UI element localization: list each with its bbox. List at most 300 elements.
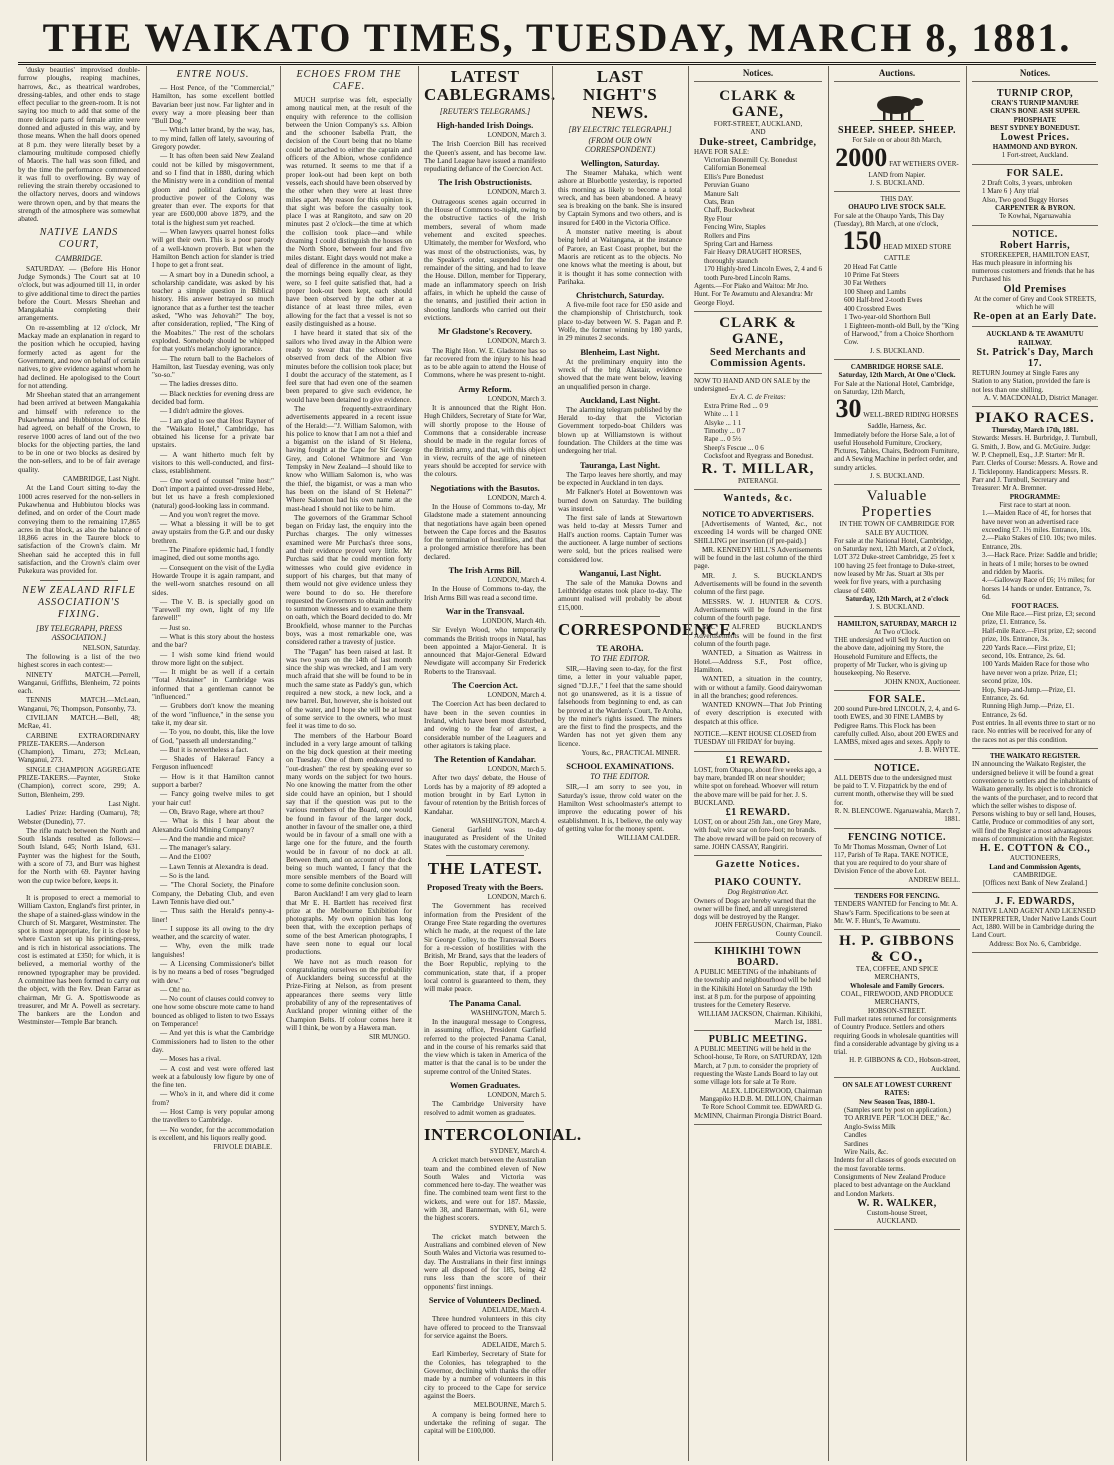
entre-nous-item: — It has often been said New Zealand could not be killed by misgovernment, and so I find that in 1880, during which the Ministry were in a condition of mental gloom and political darkness, the productive power of the Colony was greater than ever. The exports for that year are £600,000 above 1879, and the total is the highest sum yet reached. bbox=[152, 152, 274, 227]
list-item: Extra Prime Red ... 0 9 bbox=[704, 401, 769, 410]
entre-nous-list bbox=[152, 84, 274, 1142]
notices-header: Notices. bbox=[972, 66, 1098, 82]
wanted-item: WANTED, a Situation as Waitress in Hotel.—Address S.F., Post office, Hamilton. bbox=[694, 649, 822, 674]
dateline: SYDNEY, March 4. bbox=[489, 1146, 546, 1155]
list-item: 1 Two-year-old Shorthorn Bull bbox=[844, 313, 931, 322]
advertiser-name: H. P. GIBBONS & CO., bbox=[839, 933, 955, 966]
notice-to-advertisers: NOTICE TO ADVERTISERS. bbox=[702, 508, 814, 519]
story-subheading: High-handed Irish Doings. bbox=[436, 120, 534, 130]
reward-ad bbox=[694, 752, 822, 857]
byline: [REUTER'S TELEGRAMS.] bbox=[439, 107, 531, 116]
ad-subtitle: Land and Commission Agents, bbox=[989, 862, 1081, 871]
list-item: 400 Crossbred Ewes bbox=[844, 304, 902, 313]
notices-header: Notices. bbox=[694, 66, 822, 82]
dateline: SYDNEY, March 5. bbox=[489, 1223, 546, 1232]
story-paragraph: Mr Falkner's Hotel at Bowentown was burned down on Saturday. The building was insured. bbox=[558, 488, 682, 513]
ad-text: LOST, on or about 25th Jan., one Grey Mare, with foal; wire scar on fore-foot; no brands. The above reward will be paid on recovery of same. JOHN CASSAY, Rangiriri. bbox=[694, 818, 822, 851]
entre-nous-item: — And yet this is what the Cambridge Commissioners had to listen to the other day. bbox=[152, 1029, 274, 1054]
auctioneer: J. S. BUCKLAND. bbox=[869, 603, 925, 612]
ad-text: At the corner of Grey and Cook STREETS, which he will bbox=[973, 294, 1097, 312]
column-rule bbox=[688, 66, 689, 1461]
entre-nous-item: — What is this story about the hostess and the bar? bbox=[152, 633, 274, 650]
cattle-count: 150 bbox=[842, 226, 882, 256]
school-letter: SIR,—I am sorry to see you, in Saturday's issue, throw cold water on the Hamilton West schoolmaster's attempt to improve the educating power of his establishment. It is, I believe, the only way of getting value for the money spent. bbox=[558, 783, 682, 833]
entre-nous-item: — But it is nevertheless a fact. bbox=[160, 745, 249, 754]
story-subheading: War in the Transvaal. bbox=[445, 605, 525, 616]
list-item: Candles bbox=[844, 1131, 867, 1140]
address: Address: Box No. 6, Cambridge. bbox=[989, 939, 1081, 948]
entre-nous-item: — Lawn Tennis at Alexandra is dead. bbox=[160, 862, 269, 871]
product: CRAN'S TURNIP MANURE bbox=[991, 99, 1079, 107]
list-item: Timothy ... 0 7 bbox=[704, 426, 746, 435]
public-meeting-ad bbox=[694, 1031, 822, 1125]
dateline: WASHINGTON, March 5. bbox=[470, 1008, 546, 1017]
entre-nous-item: — The manager's salary. bbox=[160, 844, 231, 853]
story-paragraph: Earl Kimberley, Secretary of State for the Colonies, has telegraphed to the Governor, declining with thanks the offer made by a number of volunteers in this city to proceed to the Cape for service against the Boers. bbox=[424, 1350, 546, 1400]
story-paragraph: In the House of Commons to-day, Mr Gladstone made a statement announcing that negotiations have again been opened between the Cape forces and the Basutos for the termination of hostilities, and that a prolonged armistice therefore has been declared. bbox=[424, 502, 546, 561]
dateline: ADELAIDE, March 4. bbox=[481, 1305, 546, 1314]
ad-title: £1 REWARD. bbox=[725, 754, 791, 766]
story-subheading: The Coercion Act. bbox=[452, 680, 518, 691]
ad-subtitle: FOOT RACES. bbox=[1011, 601, 1059, 610]
entre-nous-item: — One word of counsel "mine host:" Don't import a painted over-dressed Hebe, but let us have a fresh complexioned (natural) good-looking lass in command. bbox=[152, 476, 274, 510]
list-item: Fair Heavy DRAUGHT HORSES, thoroughly staunch bbox=[704, 248, 802, 265]
entre-nous-item: — The return ball to the Bachelors of Hamilton, last Tuesday evening, was only "so-so." bbox=[152, 354, 274, 380]
echoes-paragraph: I have heard it stated that six of the sailors who lived away in the Albion were ready to swear that the schooner was observed from deck of the Albion five minutes before the collision took place; but I doubt the accuracy of the statement, as I feel sure that had even one of the seamen been prepared to give such evidence, he would have been detained to give evidence. bbox=[286, 329, 412, 404]
native-lands-court-heading: NATIVE LANDS COURT, bbox=[39, 226, 119, 250]
ad-subtitle: COAL, FIREWOOD, AND PRODUCE MERCHANTS, bbox=[840, 990, 954, 1007]
echoes-paragraph: We have not as much reason for congratulating ourselves on the probability of Aucklanders being successful at the Prize-Firing at Nelson, as from present appearances there seems very little probability of any of the representatives of Auckland proper winning either of the Champion Belts. If colour comes here it will I think, be won by a Hawera man. bbox=[286, 957, 412, 1032]
ad-text: THE undersigned will Sell by Auction on the above date, adjoining my Store, the Household Furniture and Effects, the property of Mr Tucker, who is giving up housekeeping. No Reserve. bbox=[834, 636, 951, 678]
list-item: Running High Jump.—Prize, £1. Entrance, 2s 6d. bbox=[982, 702, 1075, 719]
ad-title: SHEEP. SHEEP. SHEEP. bbox=[837, 125, 957, 137]
ad-text: 200 sound Pure-bred LINCOLN, 2, 4, and 6-tooth EWES, and 30 FINE LAMBS by Pedigree Rams. This Flock has been carefully culled. Also, about 200 EWES and LAMBS, mixed ages and sexes. Apply to bbox=[834, 704, 960, 747]
advertiser-name: CLARK & GANE, bbox=[719, 88, 797, 120]
story-paragraph: The alarming telegram published by the Herald to-day that the Victorian Government torpedo-boat Childers was blown up at Williamstown is without foundation. The Childers at the time was undergoing her trial. bbox=[558, 405, 682, 456]
kihikihi-ad bbox=[694, 943, 822, 1031]
story-subheading: Auckland, Last Night. bbox=[579, 394, 661, 405]
list-item: 1.—Maiden Race of 4£, for horses that have never won an advertised race exceeding £7. 1½ miles. Entrance, 10s. bbox=[982, 509, 1092, 534]
story-paragraph: The sale of the Manuka Downs and Leithbridge estates took place to-day. The amount realised will probably be about £15,000. bbox=[558, 578, 682, 612]
list-item: One Mile Race.—First prize, £3; second prize, £1. Entrance, 5s. bbox=[982, 609, 1096, 627]
story-paragraph: At the preliminary enquiry into the wreck of the brig Alastair, evidence showed that the mate went below, leaving an unqualified person in charge. bbox=[558, 357, 682, 391]
entre-nous-item: — Fancy going twelve miles to get your hair cut! bbox=[152, 790, 274, 807]
list-item: 220 Yards Race.—First prize, £1; second, 10s. Entrance, 2s. 6d. bbox=[982, 643, 1076, 660]
divider bbox=[446, 1121, 524, 1122]
ad-text: ALL DEBTS due to the undersigned must be paid to T. V. Fitzpatrick by the end of current month, otherwise they will be sued for. bbox=[834, 773, 954, 807]
story-subheading: Blenheim, Last Night. bbox=[580, 346, 660, 357]
rifle-paragraph: CARBINE EXTRAORDINARY PRIZE-TAKERS.—Anderson (Champion), Timaru, 273; McLean, Wanganui, 273. bbox=[18, 731, 140, 765]
dateline: NELSON, Saturday. bbox=[82, 643, 140, 652]
ad-title: TURNIP CROP, bbox=[996, 88, 1074, 99]
ohaupo-sale-ad bbox=[834, 192, 960, 360]
column-4 bbox=[420, 66, 582, 1461]
auctioneer: J. S. BUCKLAND. bbox=[869, 472, 925, 480]
notice-text: [Advertisements of Wanted, &c., not exceeding 14 words will be charged ONE SHILLING per insertion (if pre-paid).] bbox=[694, 519, 822, 545]
list-item: Oats, Bran bbox=[704, 197, 734, 206]
auctioneer: JOHN KNOX, Auctioneer. bbox=[884, 677, 960, 686]
kent-house-notice bbox=[694, 727, 822, 752]
valuable-properties-ad bbox=[834, 485, 960, 616]
ad-text: TENDERS WANTED for Fencing to Mr. A. Shaw's Farm. Specifications to be seen at Mr. W. F. Hunt's, Te Awamutu. bbox=[834, 900, 958, 925]
entre-nous-item: — A want hitherto much felt by visitors to this well-conducted, and first-class, establishment. bbox=[152, 450, 274, 476]
entre-nous-item: — Oh, Bravo Rage, where art thou? bbox=[160, 807, 264, 816]
list-item: Rollers and Pins bbox=[704, 231, 750, 240]
rifle-paragraph: TENNIS MATCH.—McLean, Wanganui, 76; Thompson, Ponsonby, 73. bbox=[18, 696, 140, 713]
ad-text: Owners of Dogs are hereby warned that the owner will be fined, and all unregistered dogs will be destroyed by the Ranger. bbox=[694, 896, 816, 922]
dateline: ADELAIDE, March 5. bbox=[481, 1341, 546, 1350]
entre-nous-item: — I suppose its all owing to the dry weather, and the scarcity of water. bbox=[152, 924, 274, 942]
advertiser-name: Robert Harris, bbox=[999, 239, 1071, 251]
entre-nous-item: — Moses has a rival. bbox=[160, 1055, 221, 1064]
advertiser-name: HAMMOND AND BYRON. bbox=[992, 143, 1078, 152]
ad-title: FOR SALE. bbox=[868, 693, 926, 705]
entre-nous-item: — I wish some kind friend would throw more light on the subject. bbox=[152, 650, 274, 667]
signature: Yours, &c., PRACTICAL MINER. bbox=[581, 749, 680, 758]
list-item: 170 Highly-bred Lincoln Ewes, 2, 4 and 6 tooth Pure-bred Lincoln Rams. bbox=[704, 265, 823, 282]
nlc-paragraph: At the Land Court sitting to-day the 1000 acres reserved for the non-sellers in Pukawhenua and Hubbiutou blocks was defined, and on order of the Court made conveying them to the remaining 17,865 acres in that block, as also the balance of 18,866 acres in the Taurere block to satisfaction of the Crown's claim. Mr Sheehan said he accepted this in full satisfaction, and the Crown's claim over Pukekura was provided for. bbox=[18, 484, 140, 576]
ad-text: First race to start at noon. bbox=[999, 500, 1071, 509]
the-latest-heading: THE LATEST. bbox=[427, 859, 543, 879]
ad-subtitle: STOREKEEPER, HAMILTON EAST, bbox=[980, 250, 1090, 259]
column-rule bbox=[828, 66, 829, 1461]
ad-intro: NOW TO HAND AND ON SALE by the undersigned— bbox=[694, 376, 811, 394]
ad-title: £1 REWARD. bbox=[725, 807, 791, 819]
ad-text: To Mr Thomas Mossman, Owner of Lot 117, Parish of Te Rapa. TAKE NOTICE, that you are required to do your share of Division Fence of the above Lot. bbox=[834, 842, 949, 876]
entre-nous-item: — A Licensing Commissioner's billet is by no means a bed of roses "begrudged with dew." bbox=[152, 959, 274, 985]
ad-subtitle: Old Premises bbox=[1003, 283, 1067, 295]
story-paragraph: After two days' debate, the House of Lords has by a majority of 89 adopted a motion brought in by Earl Lytton in favour of retention by the British forces of Kandahar. bbox=[424, 774, 546, 816]
auctions-header: Auctions. bbox=[834, 66, 960, 82]
latest-list bbox=[424, 882, 546, 1117]
signature: ALEX. LIDGERWOOD, Chairman Mangapiko H.D.B. M. DILLON, Chairman Te Rore School Commit tee. EDWARD G. McMINN, Chairman Pirongia District Board. bbox=[694, 1086, 822, 1120]
divider bbox=[580, 616, 660, 617]
dateline: LONDON, March 6. bbox=[487, 893, 546, 902]
ad-title: TENDERS FOR FENCING. bbox=[854, 891, 940, 900]
column-2 bbox=[148, 66, 278, 1461]
ad-subtitle: Re-open at an Early Date. bbox=[973, 311, 1097, 323]
sheep-ad bbox=[834, 85, 960, 192]
ad-subtitle: Seed Merchants and Commission Agents. bbox=[709, 346, 807, 369]
entre-nous-item: — Host Pence, of the "Commercial," Hamilton, has some excellent bottled Bavarian beer just now. Far lighter and in every way a more pleasing beer than "Bull Dog." bbox=[152, 84, 274, 126]
entre-nous-item: — Shades of Hakerau! Fancy a Ferguson influenced! bbox=[152, 755, 274, 772]
column-7 bbox=[830, 66, 964, 1461]
ad-text: HEAD MIXED STORE CATTLE bbox=[883, 243, 952, 263]
ad-title: THE WAIKATO REGISTER. bbox=[989, 752, 1081, 761]
signature: J. B. WHYTE. bbox=[918, 746, 960, 755]
entre-nous-item: — Thus saith the Herald's penny-a-liner! bbox=[152, 907, 274, 924]
address: [Offices next Bank of New Zealand.] bbox=[982, 879, 1088, 888]
dateline: LONDON, March 3. bbox=[487, 394, 546, 403]
entre-nous-item: — No count of clauses could convey to one how some obscure mote came to hand bounced as obliged to listen to two Essays on Temperance! bbox=[152, 995, 274, 1029]
clark-gane-seed-ad bbox=[694, 312, 822, 374]
entre-nous-item: — Consequent on the visit of the Lydia Howarde Troupe it is again rampant, and the well-worn snatches resound on all sides. bbox=[152, 563, 274, 597]
ad-title: ON SALE AT LOWEST CURRENT RATES: bbox=[842, 1081, 952, 1098]
dateline: MELBOURNE, March 5. bbox=[473, 1401, 546, 1410]
ad-subtitle: TEA, COFFEE, AND SPICE MERCHANTS, bbox=[855, 965, 939, 982]
story-subheading: Tauranga, Last Night. bbox=[580, 459, 660, 470]
list-item: Also, Two good Buggy Horses bbox=[982, 195, 1069, 204]
story-paragraph: Outrageous scenes again occurred in the House of Commons to-night, owing to the obstructive tactics of the Irish members, several of whom made vehement and excited speeches. Ultimately, the member for Wexford, who was most of the obstructionists, was, by the Speaker's order, suspended for the remainder of the sitting, and had to leave the House. Dillon, member for Tipperary, made an inflammatory speech on Irish affairs, in which he upheld the cause of the tenants, and justified their action in shooting landlords who carried out their evictions. bbox=[424, 197, 546, 322]
story-subheading: The Irish Arms Bill. bbox=[448, 565, 522, 576]
caxton-memorial-paragraph: It is proposed to erect a memorial to William Caxton, England's first printer, in the shape of a stained-glass window in the Church of St. Margaret, Westminster. The spot is most appropriate, for it is close by where Caxton set up his printing-press, and is rich in historical associations. The cost is estimated at £350; for which, it is believed, a memorial worthy of the renowned typographer may be provided. A committee has been formed to carry out the object, with the Rev. Dean Farrar as chairman, Mr G. A. Spottiswoode as treasurer, and Mr A. Powell as secretary. The bankers are the London and Westminster—Temple Bar branch. bbox=[18, 893, 140, 1027]
address: AUCKLAND. bbox=[876, 1217, 918, 1226]
ad-subtitle: Lowest Prices. bbox=[1000, 132, 1070, 144]
masthead bbox=[0, 0, 1114, 66]
dateline: LONDON, March 4. bbox=[487, 493, 546, 502]
list-item: (Samples sent by post on application.) bbox=[844, 1105, 951, 1114]
native-lands-court-place: CAMBRIDGE. bbox=[55, 253, 103, 263]
address: Duke-street, Cambridge, bbox=[699, 136, 817, 148]
auctioneer: J. S. BUCKLAND. bbox=[869, 346, 925, 355]
list-item: 600 Half-bred 2-tooth Ewes bbox=[844, 296, 923, 305]
signature: JOHN FERGUSON, Chairman, Piako County Council. bbox=[714, 921, 822, 938]
nlc-paragraph: SATURDAY. — (Before His Honor Judge Symonds.) The Court sat at 10 o'clock, but was adjourned till 11, in order to give additional time to direct the parties before the Court. Messrs Sheehan and Mangakahia completing their arrangements. bbox=[18, 264, 140, 323]
rifle-paragraph: Ladies' Prize: Harding (Oamaru), 78; Webster (Dunedin), 77. bbox=[18, 809, 140, 826]
entre-nous-item: — No wonder, for the accommodation is excellent, and his liquors really good. bbox=[152, 1125, 274, 1142]
ad-text: Stewards: Messrs. H. Burbridge, J. Turnbull, G. Smith, J. Bow, and G. McGuire. Judge: W. P. Chepmell, Esq., J.P. Starter: Mr R. Parr. Clerks of Course: Messrs. A. Rowe and J. Tickleponny. Handicappers: Messrs. R. Parr and J. Turnbull, Secretary and Treasurer: Mr A. Bremner. bbox=[972, 434, 1098, 493]
piako-races-ad bbox=[972, 407, 1098, 749]
story-paragraph: The Irish Coercion Bill has received the Queen's assent, and has become law. The Land League have issued a manifesto repudiating defiance of the Coercion Act. bbox=[424, 140, 546, 174]
byline: [BY ELECTRIC TELEGRAPH.] bbox=[568, 125, 672, 134]
cambridge-horse-sale-ad bbox=[834, 360, 960, 485]
stock-list bbox=[972, 179, 1098, 204]
list-item: Rye Flour bbox=[704, 214, 732, 223]
column-rule bbox=[280, 66, 281, 1461]
agents: Agents.—For Piako and Waitoa: Mr Jno. Hunt. For Te Awamutu and Alexandra: Mr George Floyd. bbox=[694, 281, 813, 307]
seed-list bbox=[694, 402, 822, 461]
list-item: Californian Bonemeal bbox=[704, 164, 767, 173]
list-item: Anglo-Swiss Milk bbox=[844, 1122, 896, 1131]
story-subheading: Mr Gladstone's Recovery. bbox=[437, 326, 533, 337]
foot-race-list bbox=[972, 610, 1098, 719]
entre-nous-item: — A cost and vest were offered last week at a fabulously low figure by one of the fine ten. bbox=[152, 1064, 274, 1090]
ad-text: A PUBLIC MEETING will be held in the School-house, Te Rore, on SATURDAY, 12th March, at 7 p.m. to consider the propriety of requesting the Waste Lands Board to lay out some village lots for sale at Te Rore. bbox=[694, 1045, 822, 1087]
ad-subtitle: PROGRAMME: bbox=[1009, 492, 1061, 501]
rifle-paragraph: NINETY MATCH.—Perrell, Wanganui, Griffiths, Blenheim, 72 points each. bbox=[18, 670, 140, 696]
debts-notice-ad bbox=[834, 760, 960, 829]
entre-nous-item: — Why, even the milk trade languishes! bbox=[152, 942, 274, 959]
ad-title: PUBLIC MEETING. bbox=[708, 1034, 808, 1046]
correspondence-subheading: TE AROHA. bbox=[596, 643, 644, 654]
list-item: TO ARRIVE PER "LOCH DEE," &c. bbox=[844, 1114, 951, 1123]
advertiser-name: R. T. MILLAR, bbox=[701, 460, 815, 477]
latest-cablegrams-heading: LATEST CABLEGRAMS. bbox=[424, 67, 556, 104]
entre-nous-item: — How is it that Hamilton cannot support a barber? bbox=[152, 772, 274, 790]
echoes-paragraph: The "Pagan" has been raised at last. It was two years on the 14th of last month since the ship was wrecked, and I am very much afraid that she will be found to be in much the same state as Paddy's gun, which required a new stock, a new lock, and a new barrel. But, however, she is hoisted out of the water, and I hope she will be at least of some service to the owners, who must feel it was time to do so. bbox=[286, 647, 412, 731]
ad-ship: Ex A. C. de Freitas: bbox=[730, 393, 786, 402]
ad-text: For Sale at the National Hotel, Cambridge, on Saturday, 12th March, bbox=[834, 379, 955, 396]
wanted-item: MR. ALFRED BUCKLAND'S Advertisements will be found in the first column of the fourth page. bbox=[694, 623, 822, 649]
list-item: 1 Eighteen-month-old Bull, by the "King of Harwood," from a Choice Shorthorn Cow. bbox=[844, 321, 959, 347]
entre-nous-item: — I am glad to see that Host Rayner of the "Waikato Hotel," Cambridge, has obtained his license for a private bar upstairs. bbox=[152, 416, 274, 450]
last-nights-news-heading: LAST NIGHT'S NEWS. bbox=[582, 67, 658, 122]
entre-nous-item: — What is this I hear about the Alexandra Gold Mining Company? bbox=[152, 817, 274, 834]
ad-title: PIAKO COUNTY. bbox=[714, 877, 802, 889]
address: Custom-house Street, bbox=[866, 1208, 928, 1217]
hamilton-sale-ad bbox=[834, 617, 960, 691]
nlc-paragraph: Mr Sheehan stated that an arrangement had been arrived at between Mangakahia and himself with reference to the Pukawhenua and Hubbiutou blocks. He had agreed, on behalf of the Crown, to reserve 1000 acres of land out of the two blocks for the objecting parties, the land to be in one or two blocks as desired by the non-sellers, and to be of fair average quality. bbox=[18, 391, 140, 474]
story-paragraph: The Tarpo leaves here shortly, and may be expected in Auckland in ten days. bbox=[558, 470, 682, 487]
fencing-notice-ad bbox=[834, 829, 960, 889]
ad-title: NOTICE. bbox=[874, 762, 920, 774]
divider bbox=[40, 580, 118, 581]
intercolonial-list bbox=[424, 1147, 546, 1436]
ad-text: Consignments of New Zealand Produce placed to best advantage on the Auckland and London Markets. bbox=[834, 1172, 951, 1198]
ad-text: Immediately before the Horse Sale, a lot of useful Household Furniture, Crockery, Pictures, Tables, Chairs, Bedroom Furniture, and A Sewing Machine in perfect order, and sundry articles. bbox=[834, 430, 959, 472]
signature: WILLIAM CALDER. bbox=[617, 834, 680, 843]
waikato-register-ad bbox=[972, 749, 1098, 892]
entre-nous-item: — So is the land. bbox=[160, 872, 210, 881]
ad-intro: HAVE FOR SALE: bbox=[694, 147, 750, 156]
ad-title: AUCKLAND & TE AWAMUTU RAILWAY. bbox=[986, 330, 1084, 347]
conjunction: AND bbox=[750, 128, 766, 137]
nlc-paragraph: On re-assembling at 12 o'clock, Mr Mackay made an explanation in regard to the position which he occupied, having formerly acted as agent for the Government, and now on behalf of certain natives, to give evidence against whom he had declined. He apologised to the Court for not attending. bbox=[18, 323, 140, 390]
list-item: 4.—Galloway Race of £6; 1½ miles; for horses 14 hands or under. Entrance, 7s. 6d. bbox=[982, 576, 1095, 602]
ad-text: Indents for all classes of goods executed on the most favorable terms. bbox=[834, 1156, 956, 1173]
address: Te Kowhai, Ngaruawahia bbox=[999, 212, 1071, 221]
divider bbox=[446, 855, 524, 856]
ad-title: HAMILTON, SATURDAY, MARCH 12 bbox=[837, 619, 957, 628]
ad-text: THIS DAY. bbox=[880, 195, 914, 204]
ad-date: At Two o'Clock. bbox=[874, 627, 920, 636]
story-paragraph: The cricket match between the Australians and combined eleven of New South Wales and Victoria was resumed to-day. The Australians in their first innings were all disposed of for 185, being 42 runs less than the score of their opponents' first innings. bbox=[424, 1232, 546, 1291]
list-item: Victorian Bonemill Cy. Bonedust bbox=[704, 155, 798, 164]
story-paragraph: A monster native meeting is about being held at Waitangana, at the instance of Parore, an East Coast prophet, but the Maoris are reticent as to the objects. No one knows what the meeting is about, but it is thought it has some connection with Parihaka. bbox=[558, 228, 682, 286]
tenders-ad bbox=[834, 889, 960, 930]
byline: [BY TELEGRAPH, PRESS ASSOCIATION.] bbox=[36, 623, 122, 642]
dateline: LONDON, March 5. bbox=[487, 1091, 546, 1100]
story-subheading: Army Reform. bbox=[458, 383, 512, 394]
entre-nous-item: — And you won't regret the move. bbox=[160, 510, 260, 519]
story-subheading: Negotiations with the Basutos. bbox=[430, 482, 540, 493]
list-item: 2.—Piako Stakes of £10. 10s; two miles. Entrance, 20s. bbox=[982, 534, 1097, 551]
signature: SIR MUNGO. bbox=[369, 1033, 410, 1042]
advertiser-name: W. R. WALKER, bbox=[857, 1197, 937, 1209]
divider bbox=[40, 889, 118, 890]
rifle-paragraph: The rifle match between the North and South Islands resulted as follows:— South Island, 645; North Island, 631. Paynter was the highest for the South, with a score of 73, and Burr was highest for the North with 69. Paynter having won the cup twice before, keeps it. bbox=[18, 826, 140, 885]
ad-text: For sale at the National Hotel, Cambridge, on Saturday next, 12th March, at 2 o'clock, LOT 372 Duke-street Cambridge, 25 feet x 100 having 25 feet frontage to Duke-street, now leased by Mr Jas. Stuart at 30s per week for five years, with a purchasing clause of £400. bbox=[834, 536, 955, 595]
wanted-item: WANTED, a situation in the country, with or without a family. Good dairywoman in all the branches; good references. bbox=[694, 675, 822, 700]
entre-nous-item: — It might be as well if a certain "Total Abstainer" in Cambridge was informed that a gentleman cannot be "influenced." bbox=[152, 668, 274, 702]
list-item: Chaff, Buckwheat bbox=[704, 206, 755, 215]
entre-nous-item: — And the £100? bbox=[160, 853, 211, 862]
edwards-ad bbox=[972, 893, 1098, 953]
dateline: LONDON, March 3. bbox=[487, 337, 546, 346]
dateline: LONDON, March 5. bbox=[487, 765, 546, 774]
ad-title: FOR SALE. bbox=[1006, 167, 1064, 179]
entre-nous-item: — I didn't admire the gloves. bbox=[160, 407, 244, 416]
clark-gane-ad bbox=[694, 85, 822, 312]
list-item: 30 Fat Wethers bbox=[844, 279, 887, 288]
list-item: Alsyke ... 1 1 bbox=[704, 418, 742, 427]
ad-text: For sale at the Ohaupo Yards, This Day (Tuesday), 8th March, at one o'clock, bbox=[834, 211, 945, 229]
address: 1 Fort-street, Auckland. bbox=[1001, 151, 1069, 160]
echoes-paragraph: The frequently-extraordinary advertisements appeared in a recent issue of the Herald:—"J. William Salomon, with his police to know that I am not a thief and a bigamist on the island of St Helena, having fought at the Cape for Sir George Grey, and Colonel Whitmore and Von Tempsky in New Zealand—I should like to know who William Salomon is, who was the thief, the bigamist, or was a man who has been on the island of St Helena?" Where Salomon had his own name at the mast-head I should not like to be him. bbox=[286, 404, 412, 513]
advertiser-name: CLARK & GANE, bbox=[719, 314, 797, 347]
entre-nous-item: — Oh! no. bbox=[160, 985, 191, 994]
list-item: Cocksfoot and Ryegrass and Bonedust. bbox=[704, 452, 814, 461]
wanteds-heading: Wanteds, &c. bbox=[723, 492, 793, 504]
ad-text: RETURN Journey at Single Fares any Station to any Station, provided the fare is not less than one shilling. bbox=[972, 368, 1091, 394]
story-subheading: Service of Volunteers Declined. bbox=[428, 1294, 542, 1305]
story-paragraph: It is announced that the Right Hon. Hugh Childers, Secretary of State for War, will shortly propose to the House of Commons that a considerable increase should be made in the regular forces of the British army, and that, with this object in view, recruits of the age of nineteen years should be accepted for service with the colours. bbox=[424, 404, 546, 479]
horse-count: 30 bbox=[835, 394, 862, 424]
list-item: Hop, Step-and-Jump.—Prize, £1. Entrance, 2s. 6d. bbox=[982, 685, 1076, 702]
wanted-item: MR. KENNEDY HILL'S Advertisements will be found in the last column of the third page. bbox=[694, 545, 822, 571]
ad-title: PIAKO RACES. bbox=[975, 410, 1095, 427]
ad-subtitle: AUCTIONEERS, bbox=[1009, 854, 1061, 863]
story-paragraph: The Right Hon. W. E. Gladstone has so far recovered from the injury to his head as to be able again to attend the House of Commons, where he was present to-night. bbox=[424, 346, 546, 380]
walker-ad bbox=[834, 1078, 960, 1230]
advertiser-name: H. E. COTTON & CO., bbox=[979, 843, 1091, 855]
list-item: Ellis's Pure Bonedust bbox=[704, 172, 764, 181]
signature: R. N. BLENCOWE. Ngaruawahia, March 7, 1881. bbox=[834, 806, 960, 824]
signature: FRIVOLE DIABLE. bbox=[213, 1143, 272, 1152]
dateline: LONDON, March 4th. bbox=[482, 616, 546, 625]
list-item: 1 Mare 6 } Any trial bbox=[982, 187, 1039, 196]
ad-text: For Sale on or about 8th March, bbox=[852, 136, 942, 145]
wanted-list bbox=[694, 546, 822, 726]
story-subheading: Women Graduates. bbox=[449, 1080, 521, 1091]
intro-paragraph: 'dusky beauties' improvised double-furrow ploughs, reaping machines, harrows, &c., as theatrical wardrobes, dressing-tables, and other ends to stage effect peculiar to the green-room. It is not saying too much to add that some of the more delicate parts of female attire were donned and adjusted in this way, and by those means. When the hall doors opened at 8 p.m. they were literally beset by a clamouring multitude composed chiefly of Maoris. The hall was soon filled, and by the time the performance commenced it was full to overflowing. By way of relieving the strain thereby occasioned to the olfactory nerves, doors and windows were thrown open, and by that means the strength of the atmosphere was somewhat abated. bbox=[18, 66, 140, 224]
auctioneer: J. S. BUCKLAND. bbox=[869, 178, 925, 187]
address: CAMBRIDGE. bbox=[1013, 870, 1057, 879]
harris-notice-ad bbox=[972, 226, 1098, 328]
wanted-item: MR. J. S. BUCKLAND'S Advertisements will be found in the seventh column of the first page. bbox=[694, 571, 822, 597]
ad-text: Full market rates returned for consignments of Country Produce. Settlers and others requiring Goods in wholesale quantities will find a considerable advantage by giving us a trial. bbox=[834, 1014, 959, 1057]
advertiser-name: CARPENTER & BYRON. bbox=[995, 204, 1075, 212]
story-paragraph: The Cambridge University have resolved to admit women as graduates. bbox=[424, 1100, 546, 1117]
column-3 bbox=[282, 66, 416, 1461]
list-item: Fencing Wire, Staples bbox=[704, 223, 766, 232]
echoes-heading: ECHOES FROM THE CAFE. bbox=[296, 69, 402, 92]
column-rule bbox=[146, 66, 147, 1461]
ad-text: WELL-BRED RIDING HORSES Saddle, Harness, &c. bbox=[863, 411, 959, 431]
signature: A. V. MACDONALD, District Manager. bbox=[983, 393, 1098, 402]
echoes-paragraph: The governors of the Grammar School began on Friday last, the enquiry into the Purchas charges. The only witnesses examined were Mr Purchas's three sons, and their evidence proved very little. Mr Purchas said that he could mention forty witnesses who could give evidence in support of his charges, but that many of them would not give evidence unless they were bound to do so. He therefore requested the Governors to obtain authority to summon witnesses and to examine them on oath, which the Board decided to do. Mr Brookfield, whose manner to the Purchas boys, was a most remarkable one, was considered rather a travesty of justice. bbox=[286, 513, 412, 647]
column-rule bbox=[552, 66, 553, 1461]
ad-title: OHAUPO LIVE STOCK SALE. bbox=[848, 203, 946, 212]
story-subheading: Proposed Treaty with the Boers. bbox=[426, 882, 544, 893]
list-item: Manure Salt bbox=[704, 189, 739, 198]
entre-nous-item: — The Pinafore epidemic had, I fondly imagined, died out some months ago. bbox=[152, 546, 274, 563]
story-paragraph: The first sale of lands at Stewartown was held to-day at Messrs Turner and Hall's auction rooms. Captain Turner was the auctioneer. A large number of sections were sold, but the prices realised were considered low. bbox=[558, 514, 682, 564]
ad-title: FENCING NOTICE. bbox=[847, 831, 947, 843]
list-item: 100 Yards Maiden Race for those who have never won a prize. Prize, £1; second prize, 10s. bbox=[982, 660, 1090, 686]
intercolonial-heading: INTERCOLONIAL. bbox=[424, 1124, 582, 1144]
ad-text: Has much pleasure in informing his numerous customers and friends that he has Purchased his bbox=[972, 258, 1095, 284]
dateline: LONDON, March 4. bbox=[487, 691, 546, 700]
ad-subtitle: Dog Registration Act. bbox=[727, 888, 789, 897]
column-6 bbox=[690, 66, 826, 1461]
dateline: LONDON, March 3. bbox=[487, 131, 546, 139]
ad-date: Thursday, March 17th, 1881. bbox=[991, 426, 1079, 435]
entre-nous-item: — What a blessing it will be to get away upstairs from the G.P. and our dusky brethren. bbox=[152, 520, 274, 545]
entre-nous-heading: ENTRE NOUS. bbox=[176, 69, 250, 80]
stock-list bbox=[834, 263, 960, 347]
entre-nous-item: — Which latter brand, by the way, has, to my mind, fallen off lately, savouring of Gregory powder. bbox=[152, 126, 274, 152]
story-subheading: The Panama Canal. bbox=[448, 997, 522, 1008]
story-subheading: The Irish Obstructionists. bbox=[438, 177, 532, 188]
rifle-paragraph: The following is a list of the two highest scores in each contest:— bbox=[18, 652, 140, 670]
ad-subtitle: IN THE TOWN OF CAMBRIDGE FOR SALE BY AUCTION. bbox=[839, 520, 955, 537]
notice-text: NOTICE.—KENT HOUSE CLOSED from TUESDAY till FRIDAY for buying. bbox=[694, 730, 817, 747]
entre-nous-item: — A smart boy in a Dunedin school, a scholarship candidate, was asked by his teacher a simple question in Biblical history. His answer betrayed so much ignorance that as a further test the teacher asked, "Who was Jehovah?" The boy, after consideration, replied, "The King of the Moabites." The rest of the scholars exploded. Somebody should be whipped for that youth's melancholy ignorance. bbox=[152, 270, 274, 354]
entre-nous-item: — The ladies dresses ditto. bbox=[160, 380, 238, 389]
correspondence-letter: SIR,—Having seen to-day, for the first time, a letter in your valuable paper, signed "D.J.F.," I feel that the same should not go unanswered, as it is a tissue of falsehoods from beginning to end, as can be proved at the Warden's Court, Te Aroha, by the miner's rights issued. The miners are the first to find the prospects, and the Warden has not yet given them any licence. bbox=[558, 665, 682, 748]
race-list bbox=[972, 509, 1098, 601]
